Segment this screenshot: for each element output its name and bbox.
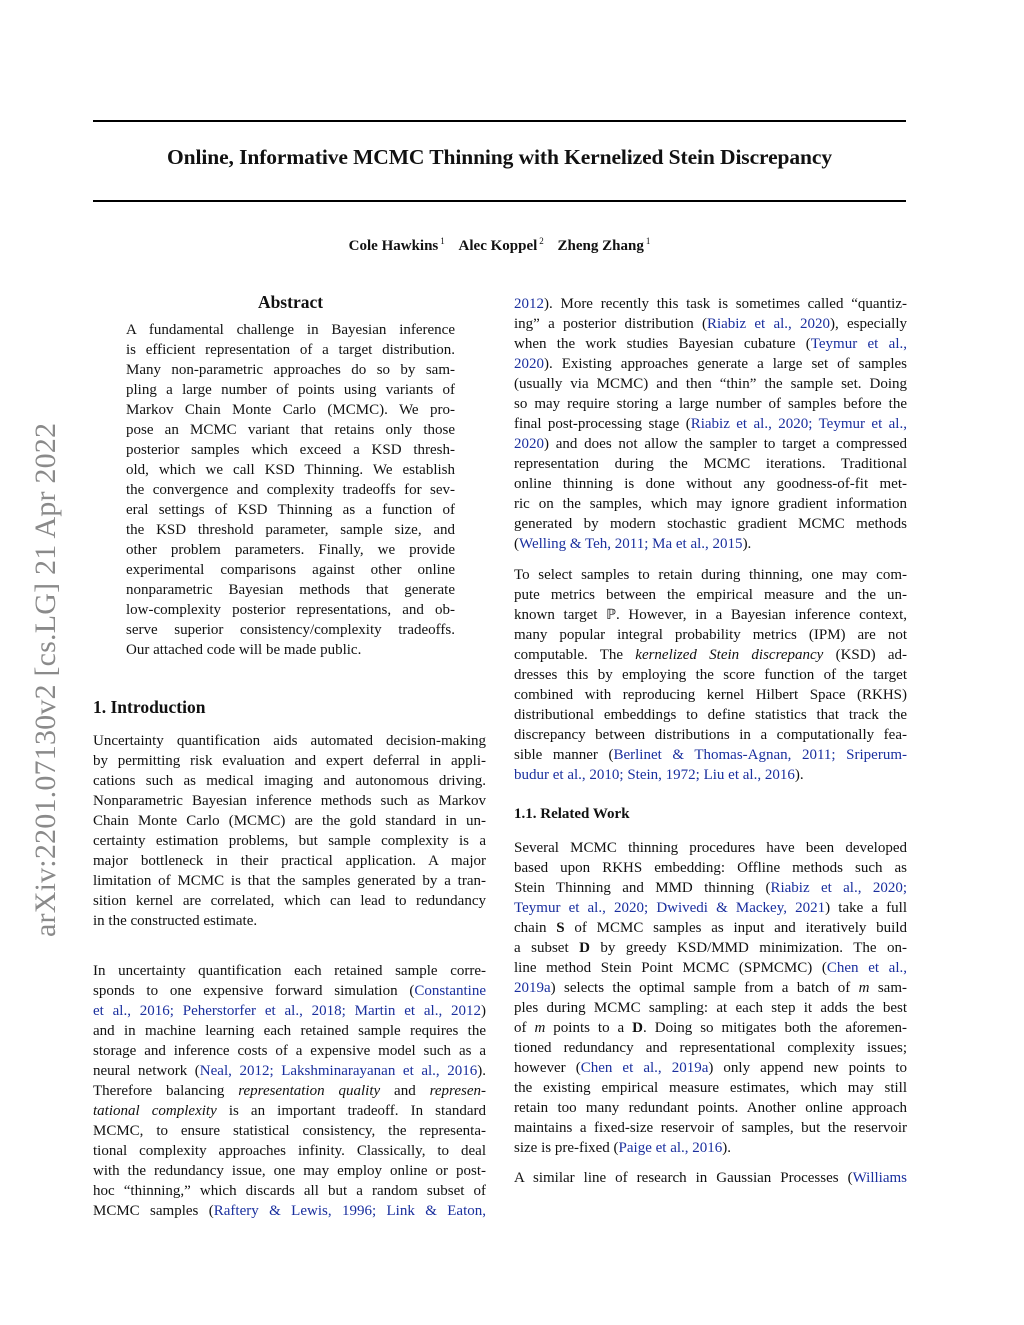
abstract-line: Markov Chain Monte Carlo (MCMC). We pro- [126, 402, 455, 418]
text-line: in the constructed estimate. [93, 913, 258, 929]
citation-link[interactable]: Williams [852, 1170, 907, 1186]
math-symbol: D [579, 940, 590, 956]
title-top-rule [93, 120, 906, 122]
math-variable: m [534, 1020, 546, 1036]
related-work-paragraph [514, 838, 907, 1158]
text-line: computable. The kernelized Stein discrepancy (KSD) ad- [514, 647, 907, 663]
emphasis: representation quality [238, 1083, 381, 1099]
citation-link[interactable]: Peherstorfer et al., 2018 [182, 1003, 342, 1019]
citation-link[interactable]: budur et al., 2010 [514, 767, 620, 783]
citation-link[interactable]: et al., 2016 [93, 1003, 170, 1019]
text-line: 2012). More recently this task is sometimes called “quantiz- [514, 296, 907, 312]
abstract-line: the KSD threshold parameter, sample size, and [126, 522, 455, 538]
abstract-line: experimental comparisons against other online [126, 562, 455, 578]
abstract-line: serve superior consistency/complexity tradeoffs. [126, 622, 455, 638]
citation-link[interactable]: Martin et al., 2012 [354, 1003, 482, 1019]
citation-link[interactable]: 2020 [514, 356, 544, 372]
gaussian-process-paragraph [514, 1168, 907, 1188]
text-line: neural network (Neal, 2012; Lakshminarayanan et al., 2016). [93, 1063, 486, 1079]
abstract-line: Many non-parametric approaches do so by sam- [126, 362, 455, 378]
abstract-line: low-complexity posterior representations, and ob- [126, 602, 455, 618]
citation-link[interactable]: 2019a [514, 980, 551, 996]
author-list [93, 236, 906, 255]
text-line: hoc “thinning,” which discards all but a random subset of [93, 1183, 486, 1199]
text-line: ples during MCMC sampling: at each step it adds the best [514, 1000, 907, 1016]
abstract-line: other problem parameters. Finally, we provide [126, 542, 455, 558]
text-line: (usually via MCMC) and then “thin” the sample set. Doing [514, 376, 907, 392]
text-line: Teymur et al., 2020; Dwivedi & Mackey, 2021) take a full [514, 900, 907, 916]
introduction-heading: 1. Introduction [93, 697, 206, 717]
text-line: 2019a) selects the optimal sample from a batch of m sam- [514, 980, 907, 996]
text-line: generated by modern stochastic gradient MCMC methods [514, 516, 907, 532]
text-line: cations such as medical imaging and autonomous driving. [93, 773, 486, 789]
abstract-line: pose an MCMC variant that retains only those [126, 422, 455, 438]
text-line: known target ℙ. However, in a Bayesian inference context, [514, 607, 907, 623]
text-line: when the work studies Bayesian cubature (Teymur et al., [514, 336, 907, 352]
text-line: 2020). Existing approaches generate a large set of samples [514, 356, 907, 372]
text-line: a subset D by greedy KSD/MMD minimization. The on- [514, 940, 907, 956]
citation-link[interactable]: Dwivedi & Mackey, 2021 [656, 900, 826, 916]
citation-link[interactable]: 2012 [514, 296, 544, 312]
citation-link[interactable]: Chen et al., [826, 960, 907, 976]
text-line: major bottleneck in their practical application. A major [93, 853, 486, 869]
citation-link[interactable]: Sriperum- [846, 747, 907, 763]
author-name: Zheng Zhang $^1$ [557, 236, 651, 254]
author-name: Alec Koppel $^2$ [458, 236, 544, 254]
author-affiliation: 2 [539, 236, 544, 246]
text-line: representation during the MCMC iterations. Traditional [514, 456, 907, 472]
text-line: dresses this by employing the score function of the target [514, 667, 907, 683]
text-line: combined with reproducing kernel Hilbert Space (RKHS) [514, 687, 907, 703]
math-variable: m [858, 980, 870, 996]
text-line: final post-processing stage (Riabiz et al., 2020; Teymur et al., [514, 416, 907, 432]
text-line: sible manner (Berlinet & Thomas-Agnan, 2011; Sriperum- [514, 747, 907, 763]
abstract-line: old, which we call KSD Thinning. We establish [126, 462, 455, 478]
arxiv-identifier-stamp: arXiv:2201.07130v2 [cs.LG] 21 Apr 2022 [29, 422, 62, 937]
text-line: online thinning is done without any goodness-of-fit met- [514, 476, 907, 492]
text-line: certainty estimation problems, but sample complexity is a [93, 833, 486, 849]
probability-measure-symbol: ℙ [606, 607, 616, 623]
text-line: however (Chen et al., 2019a) only append new points to [514, 1060, 907, 1076]
citation-link[interactable]: Riabiz et al., 2020 [770, 880, 903, 896]
text-line: To select samples to retain during thinning, one may com- [514, 567, 907, 583]
abstract-line: eral settings of KSD Thinning as a function of [126, 502, 455, 518]
abstract-line: nonparametric Bayesian methods that generate [126, 582, 455, 598]
text-line: sition kernel are correlated, which can lead to redundancy [93, 893, 486, 909]
text-line: tioned redundancy and representational complexity issues; [514, 1040, 907, 1056]
text-line: In uncertainty quantification each retained sample corre- [93, 963, 486, 979]
abstract-heading: Abstract [257, 292, 324, 312]
text-line: tional complexity approaches infinity. Classically, to deal [93, 1143, 486, 1159]
citation-link[interactable]: Riabiz et al., 2020 [690, 416, 809, 432]
emphasis: tational complexity [93, 1103, 217, 1119]
text-line: Stein Thinning and MMD thinning (Riabiz et al., 2020; [514, 880, 907, 896]
paper-title: Online, Informative MCMC Thinning with Kernelized Stein Discrepancy [167, 145, 832, 169]
related-work-heading: 1.1. Related Work [514, 806, 630, 822]
author-affiliation: 1 [645, 236, 651, 246]
citation-link[interactable]: Link & Eaton, [386, 1203, 486, 1219]
text-line: maintains a fixed-size reservoir of samples, but the reservoir [514, 1120, 907, 1136]
citation-link[interactable]: Lakshminarayanan et al., 2016 [281, 1063, 478, 1079]
right-paragraph-2 [514, 565, 907, 785]
text-line: distributional embeddings to define statistics that track the [514, 707, 907, 723]
citation-link[interactable]: Constantine [414, 983, 486, 999]
citation-link[interactable]: Paige et al., 2016 [618, 1140, 723, 1156]
text-line: retain too many redundant points. Another online approach [514, 1100, 907, 1116]
citation-link[interactable]: Welling & Teh, 2011 [519, 536, 645, 552]
text-line: many popular integral probability metrics (IPM) are not [514, 627, 907, 643]
intro-paragraph-2 [93, 961, 486, 1221]
abstract-line: posterior samples which exceed a KSD thresh- [126, 442, 455, 458]
citation-link[interactable]: Stein, 1972 [627, 767, 696, 783]
text-line: ing” a posterior distribution (Riabiz et al., 2020), especially [514, 316, 907, 332]
citation-link[interactable]: Chen et al., 2019a [580, 1060, 709, 1076]
text-line: based upon RKHS embedding: Offline methods such as [514, 860, 907, 876]
abstract-line: A fundamental challenge in Bayesian inference [126, 322, 455, 338]
text-line: limitation of MCMC is that the samples generated by a tran- [93, 873, 486, 889]
text-line: pute metrics between the empirical measure and the un- [514, 587, 907, 603]
text-line: Chain Monte Carlo (MCMC) are the gold standard in un- [93, 813, 486, 829]
text-line: line method Stein Point MCMC (SPMCMC) (Chen et al., [514, 960, 907, 976]
text-line: of m points to a D. Doing so mitigates both the aforemen- [514, 1020, 907, 1036]
citation-link[interactable]: Teymur et al., [810, 336, 907, 352]
abstract-line: pling a large number of points using variants of [126, 382, 455, 398]
text-line: 2020) and does not allow the sampler to target a compressed [514, 436, 907, 452]
abstract-body [126, 320, 455, 660]
text-line: so may require storing a large number of samples before the [514, 396, 907, 412]
emphasis: represen- [429, 1083, 486, 1099]
intro-paragraph-1 [93, 731, 486, 931]
math-symbol: S [556, 920, 565, 936]
text-line: ric on the samples, which may ignore gradient information [514, 496, 907, 512]
citation-link[interactable]: Neal, 2012 [199, 1063, 270, 1079]
text-line: Several MCMC thinning procedures have been developed [514, 840, 907, 856]
text-line: A similar line of research in Gaussian Processes (Williams [514, 1170, 907, 1186]
text-line: with the redundancy issue, one may employ online or post- [93, 1163, 486, 1179]
text-line: et al., 2016; Peherstorfer et al., 2018; Martin et al., 2012) [93, 1003, 486, 1019]
citation-link[interactable]: Raftery & Lewis, 1996 [213, 1203, 372, 1219]
text-line: tational complexity is an important tradeoff. In standard [93, 1103, 486, 1119]
citation-link[interactable]: Berlinet & Thomas-Agnan, 2011 [613, 747, 832, 763]
text-line: budur et al., 2010; Stein, 1972; Liu et al., 2016). [514, 767, 804, 783]
text-line: size is pre-fixed (Paige et al., 2016). [514, 1140, 732, 1156]
text-line: (Welling & Teh, 2011; Ma et al., 2015). [514, 536, 752, 552]
text-line: Nonparametric Bayesian inference methods such as Markov [93, 793, 486, 809]
abstract-line: is efficient representation of a target distribution. [126, 342, 455, 358]
text-line: sponds to one expensive forward simulation (Constantine [93, 983, 486, 999]
text-line: discrepancy between distributions in a computationally fea- [514, 727, 907, 743]
emphasis: kernelized Stein discrepancy [635, 647, 824, 663]
abstract-line: Our attached code will be made public. [126, 642, 362, 658]
text-line: MCMC samples (Raftery & Lewis, 1996; Link & Eaton, [93, 1203, 486, 1219]
citation-link[interactable]: Teymur et al., 2020 [514, 900, 644, 916]
author-name: Cole Hawkins $^1$ [348, 236, 445, 254]
citation-link[interactable]: Ma et al., 2015 [652, 536, 743, 552]
text-line: Uncertainty quantification aids automated decision-making [93, 733, 486, 749]
citation-link[interactable]: Riabiz et al., 2020 [706, 316, 831, 332]
text-line: MCMC, to ensure statistical consistency, the representa- [93, 1123, 486, 1139]
right-paragraph-1 [514, 294, 907, 554]
title-bottom-rule [93, 200, 906, 202]
math-symbol: D [632, 1020, 644, 1036]
citation-link[interactable]: Liu et al., 2016 [703, 767, 795, 783]
citation-link[interactable]: 2020 [514, 436, 544, 452]
text-line: Therefore balancing representation quality and represen- [93, 1083, 486, 1099]
abstract-line: the convergence and complexity tradeoffs for sev- [126, 482, 455, 498]
text-line: the existing empirical measure estimates, which may still [514, 1080, 907, 1096]
text-line: chain S of MCMC samples as input and iteratively build [514, 920, 907, 936]
author-affiliation: 1 [440, 236, 445, 246]
citation-link[interactable]: Teymur et al., [818, 416, 907, 432]
text-line: by permitting risk evaluation and expert deferral in appli- [93, 753, 486, 769]
text-line: storage and inference costs of a expensive model such as a [93, 1043, 486, 1059]
text-line: and in machine learning each retained sample requires the [93, 1023, 486, 1039]
